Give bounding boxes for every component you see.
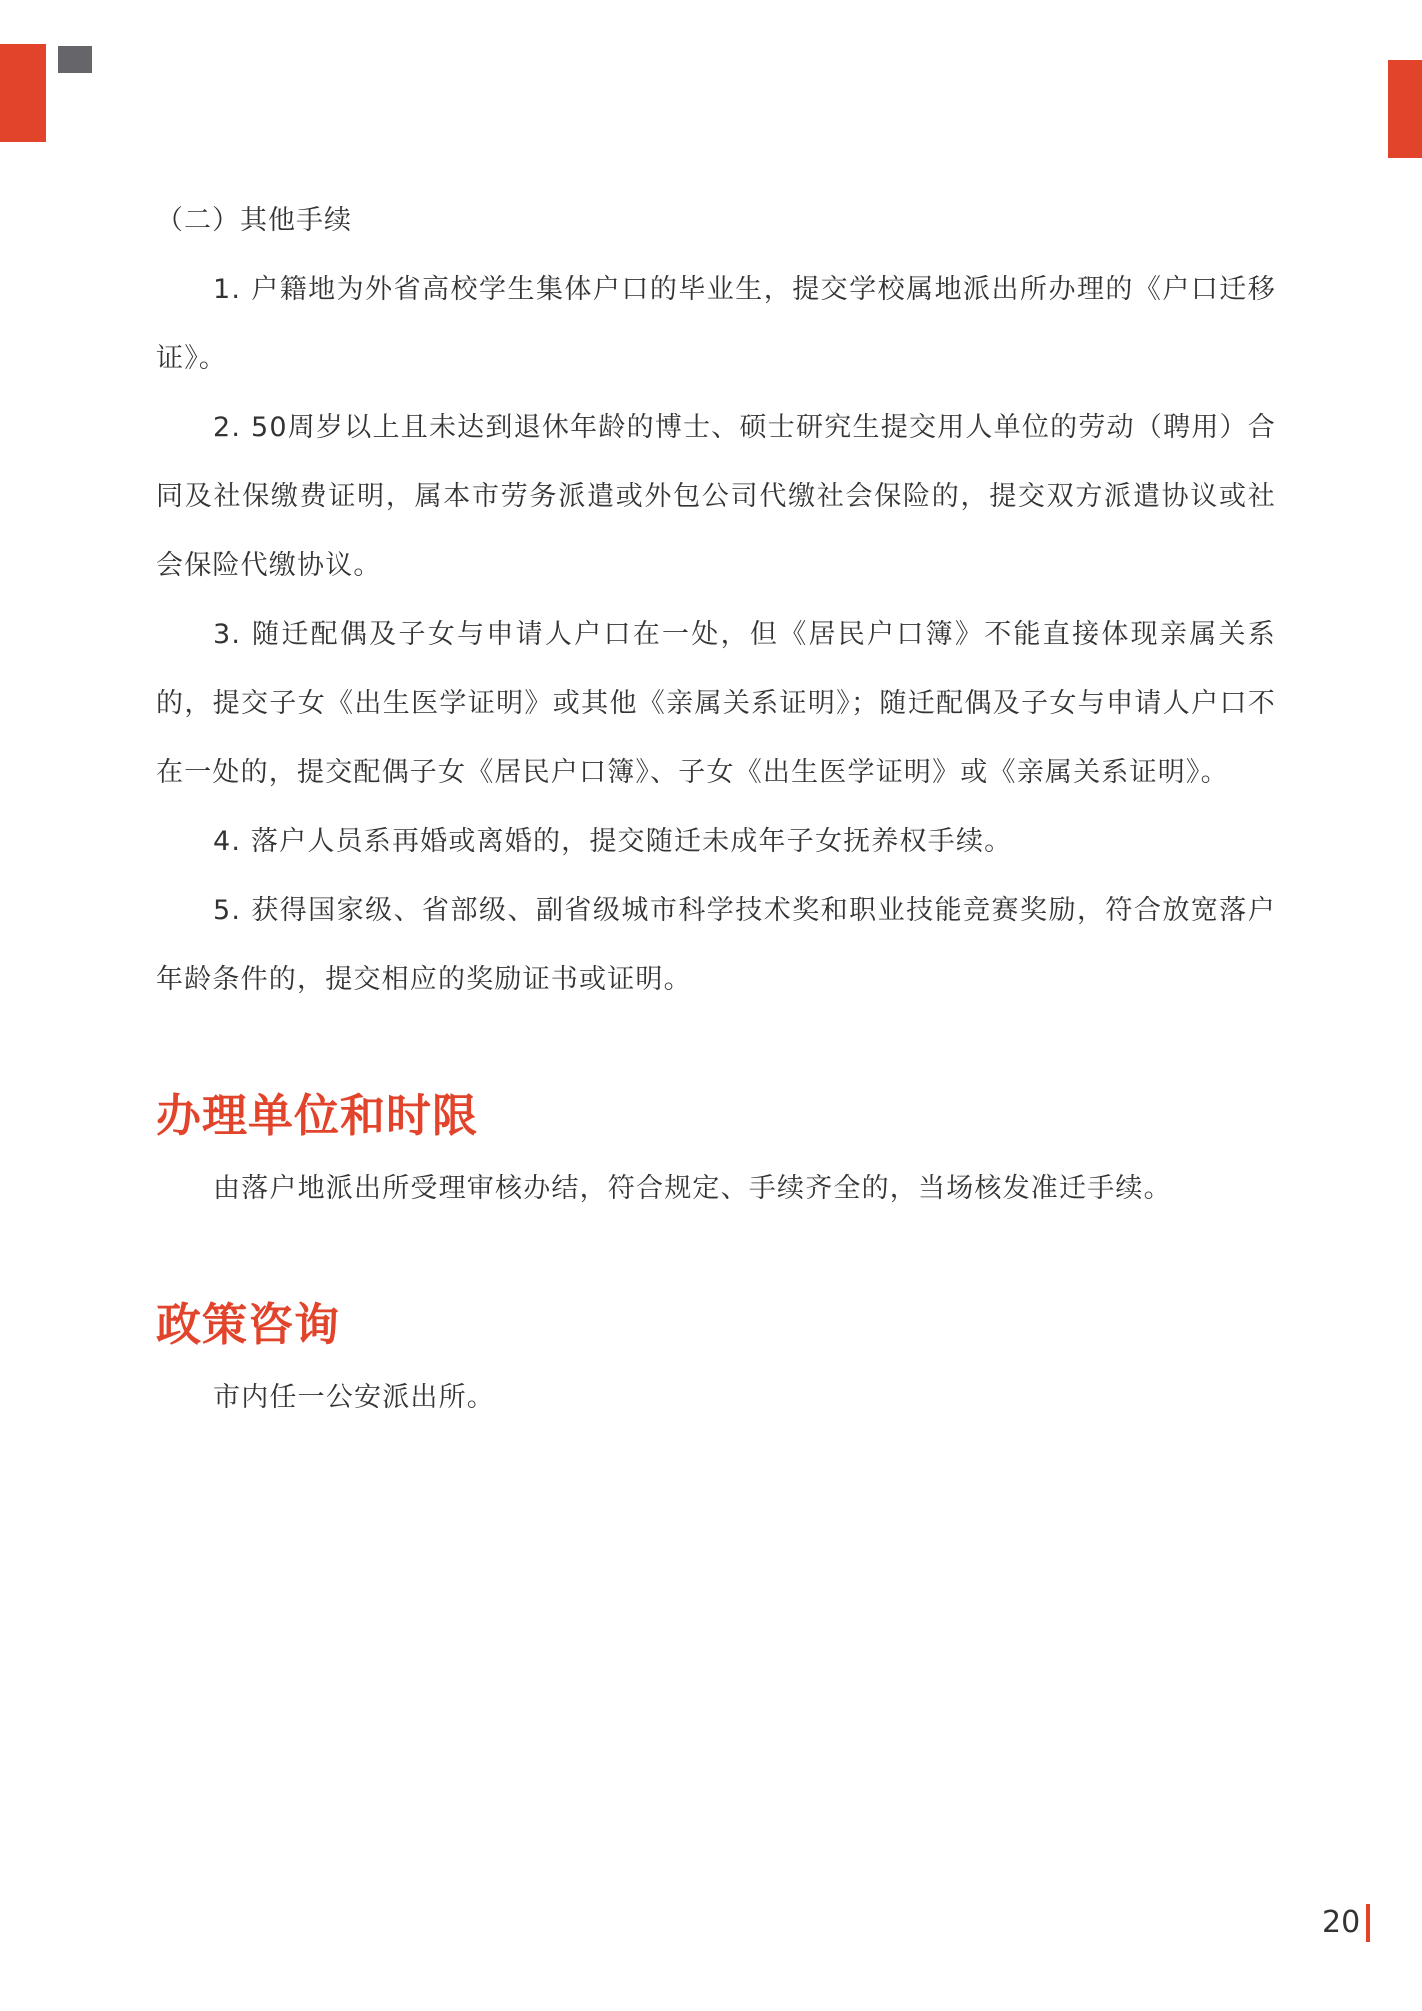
- corner-red-block-left: [0, 44, 46, 142]
- edge-red-block-right: [1388, 60, 1422, 158]
- section-title-handling-unit: 办理单位和时限: [156, 1089, 479, 1142]
- section-body-handling-unit: 由落户地派出所受理审核办结，符合规定、手续齐全的，当场核发准迁手续。: [213, 1173, 1172, 1204]
- list-item-3: 3. 随迁配偶及子女与申请人户口在一处，但《居民户口簿》不能直接体现亲属关系的，提交子女《出生医学证明》或其他《亲属关系证明》；随迁配偶及子女与申请人户口不在一处的，提交配偶子女《居民户口簿》、子女《出生医学证明》或《亲属关系证明》。: [156, 619, 1276, 788]
- subheading-other-procedures: （二）其他手续: [156, 205, 352, 236]
- list-item-1: 1. 户籍地为外省高校学生集体户口的毕业生，提交学校属地派出所办理的《户口迁移证》。: [156, 274, 1276, 374]
- section-body-policy-consulting: 市内任一公安派出所。: [213, 1382, 495, 1413]
- page-number: 20: [1322, 1905, 1361, 1940]
- list-item-4: 4. 落户人员系再婚或离婚的，提交随迁未成年子女抚养权手续。: [213, 826, 1013, 857]
- corner-gray-block: [58, 46, 92, 73]
- list-item-2: 2. 50周岁以上且未达到退休年龄的博士、硕士研究生提交用人单位的劳动（聘用）合同及社保缴费证明，属本市劳务派遣或外包公司代缴社会保险的，提交双方派遣协议或社会保险代缴协议。: [156, 412, 1276, 581]
- page-number-bar: [1366, 1904, 1370, 1942]
- section-title-policy-consulting: 政策咨询: [156, 1298, 341, 1351]
- page-content: [156, 186, 1276, 1432]
- list-item-5: 5. 获得国家级、省部级、副省级城市科学技术奖和职业技能竞赛奖励，符合放宽落户年龄条件的，提交相应的奖励证书或证明。: [156, 895, 1276, 995]
